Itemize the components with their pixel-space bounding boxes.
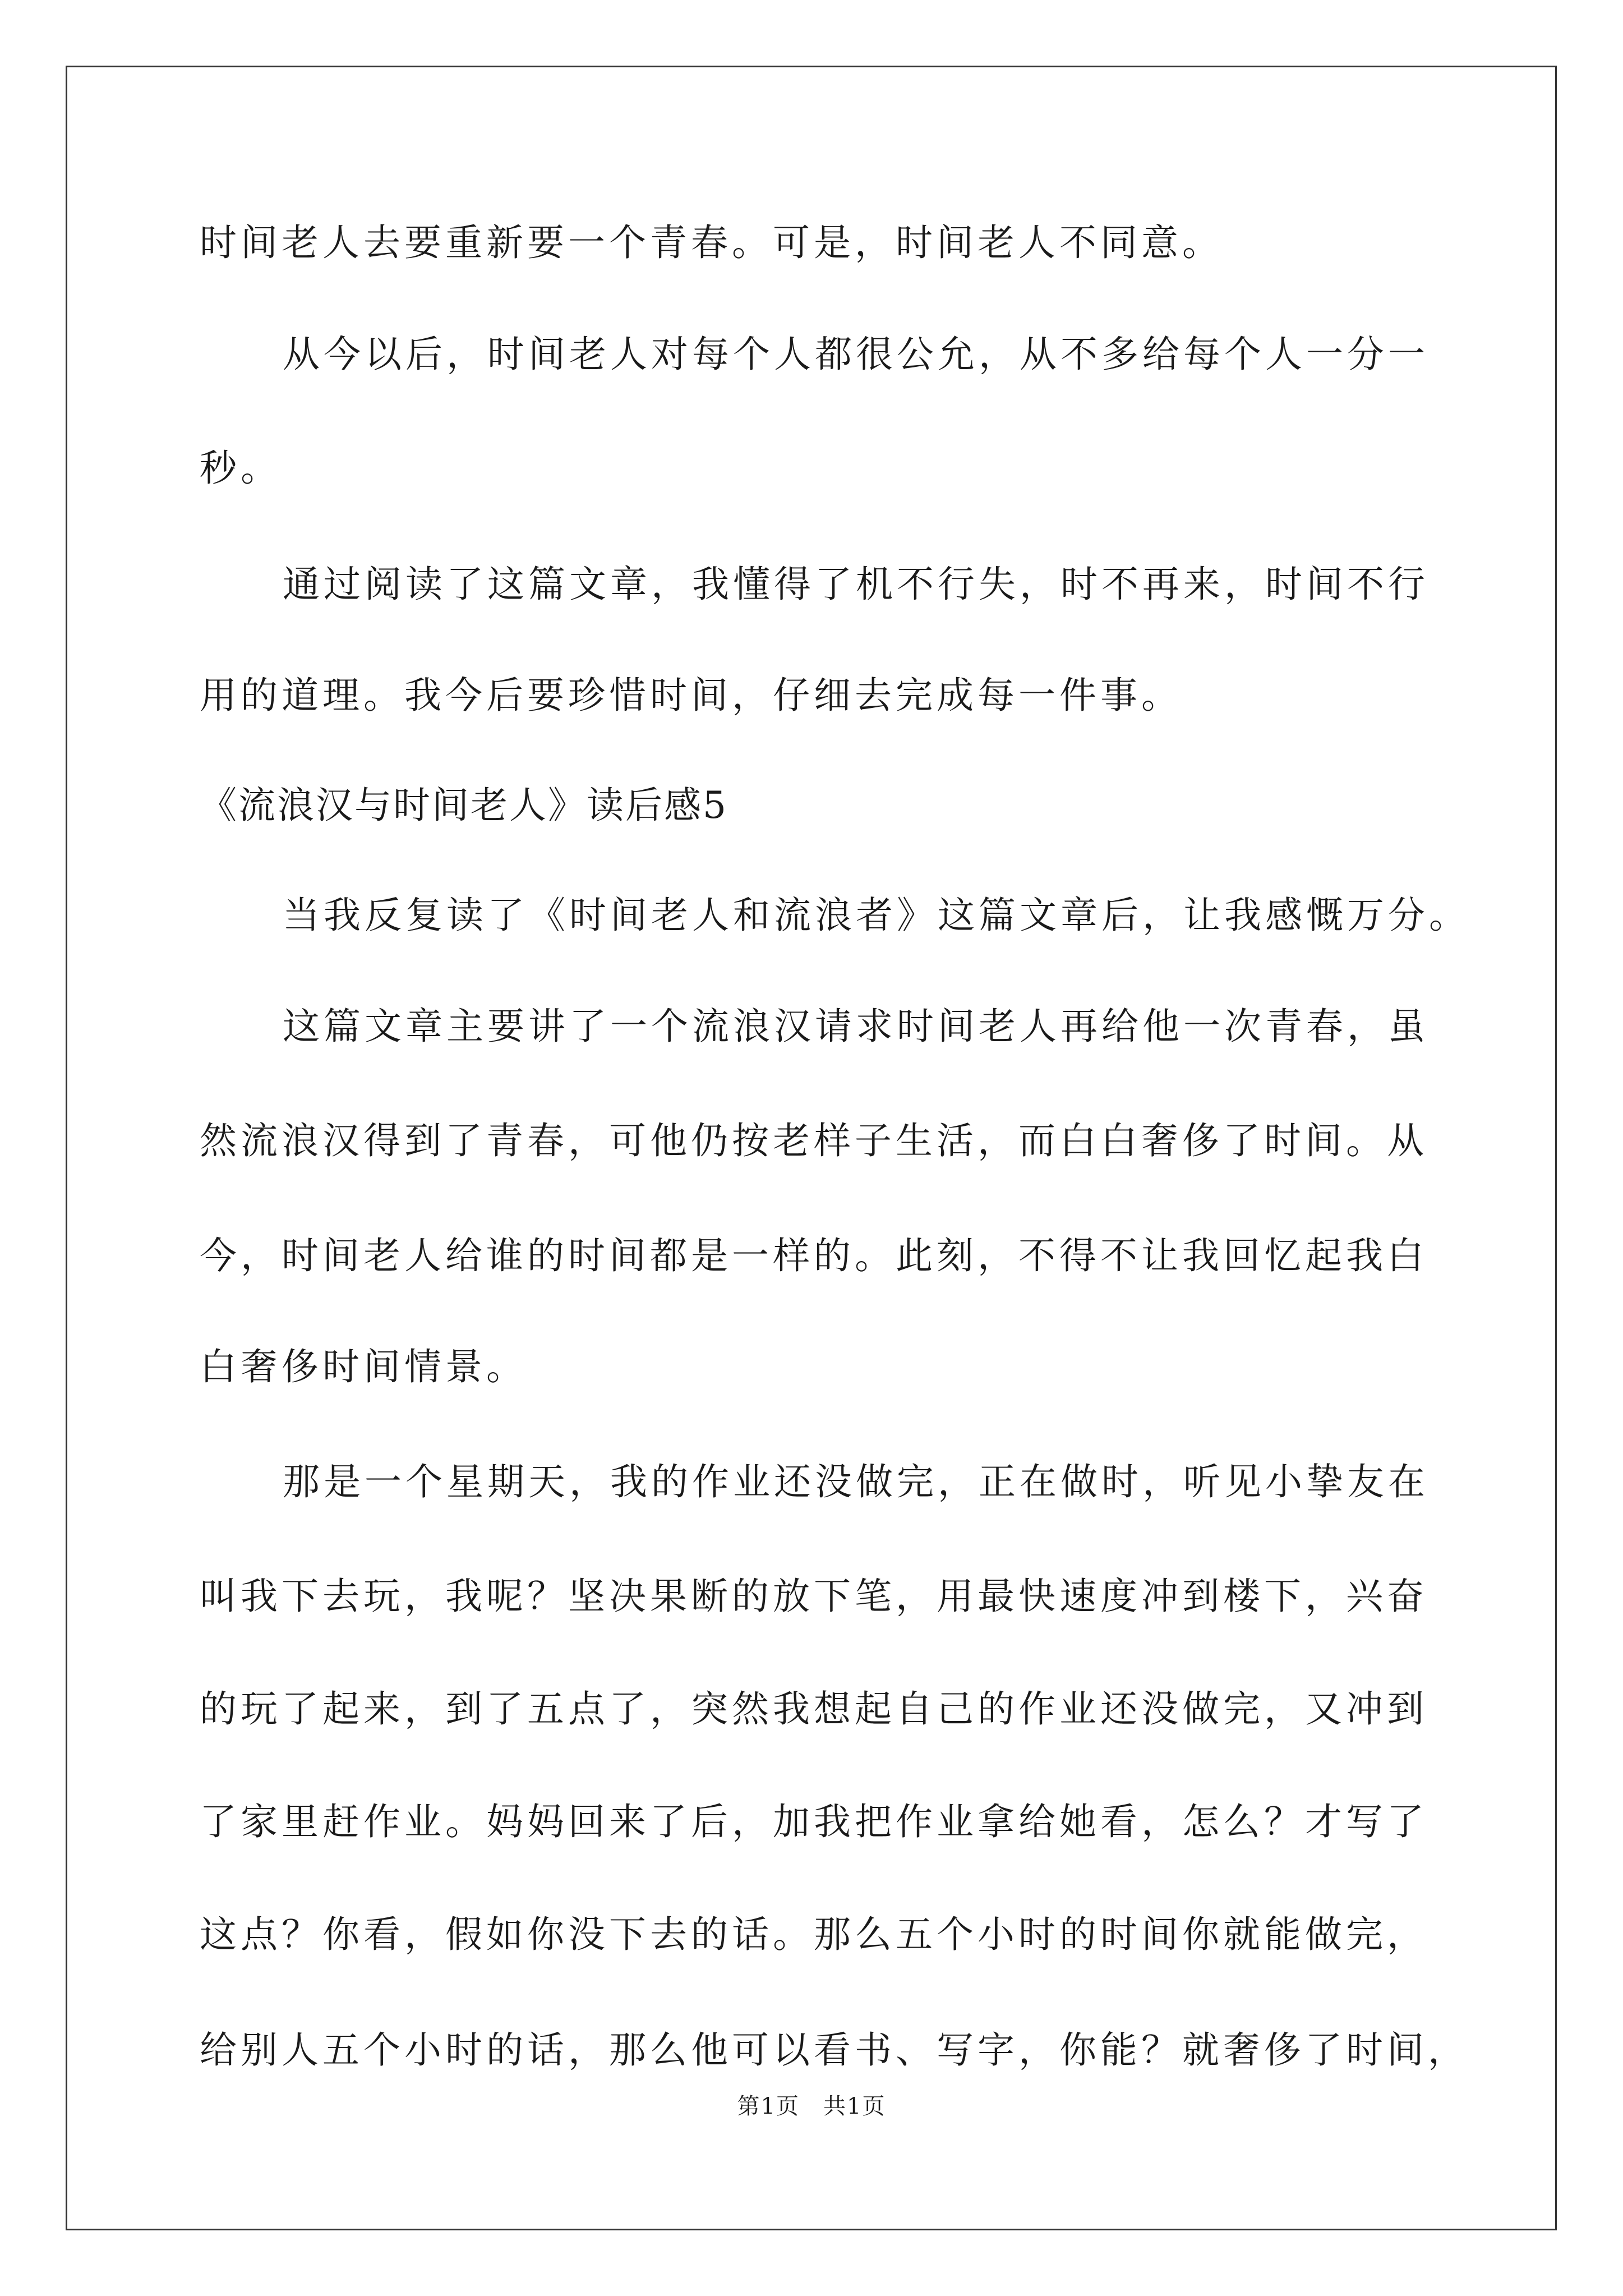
text-line: 白奢侈时间情景。 (200, 1345, 527, 1388)
paragraph-first-line: 从今以后，时间老人对每个人都很公允，从不多给每个人一分一 (283, 333, 1429, 376)
paragraph-first-line: 当我反复读了《时间老人和流浪者》这篇文章后，让我感慨万分。 (283, 894, 1470, 937)
text-line: 秒。 (200, 447, 282, 490)
section-heading: 《流浪汉与时间老人》读后感5 (200, 784, 728, 827)
text-line: 的玩了起来，到了五点了，突然我想起自己的作业还没做完，又冲到 (200, 1687, 1428, 1731)
page-footer: 第1页 共1页 (737, 2093, 886, 2119)
text-line: 叫我下去玩，我呢？坚决果断的放下笔，用最快速度冲到楼下，兴奋 (200, 1575, 1428, 1618)
text-line: 用的道理。我今后要珍惜时间，仔细去完成每一件事。 (200, 674, 1182, 717)
paragraph-first-line: 这篇文章主要讲了一个流浪汉请求时间老人再给他一次青春，虽 (283, 1005, 1429, 1048)
text-line: 然流浪汉得到了青春，可他仍按老样子生活，而白白奢侈了时间。从 (200, 1119, 1428, 1162)
paragraph-first-line: 通过阅读了这篇文章，我懂得了机不行失，时不再来，时间不行 (283, 563, 1429, 606)
paragraph-first-line: 那是一个星期天，我的作业还没做完，正在做时，听见小挚友在 (283, 1460, 1429, 1503)
text-line: 这点？你看，假如你没下去的话。那么五个小时的时间你就能做完， (200, 1913, 1428, 1956)
text-line: 今，时间老人给谁的时间都是一样的。此刻，不得不让我回忆起我白 (200, 1234, 1428, 1277)
text-line: 了家里赶作业。妈妈回来了后，加我把作业拿给她看，怎么？才写了 (200, 1800, 1428, 1843)
text-line: 时间老人去要重新要一个青春。可是，时间老人不同意。 (200, 221, 1223, 264)
text-line: 给别人五个小时的话，那么他可以看书、写字，你能？就奢侈了时间， (200, 2028, 1469, 2072)
